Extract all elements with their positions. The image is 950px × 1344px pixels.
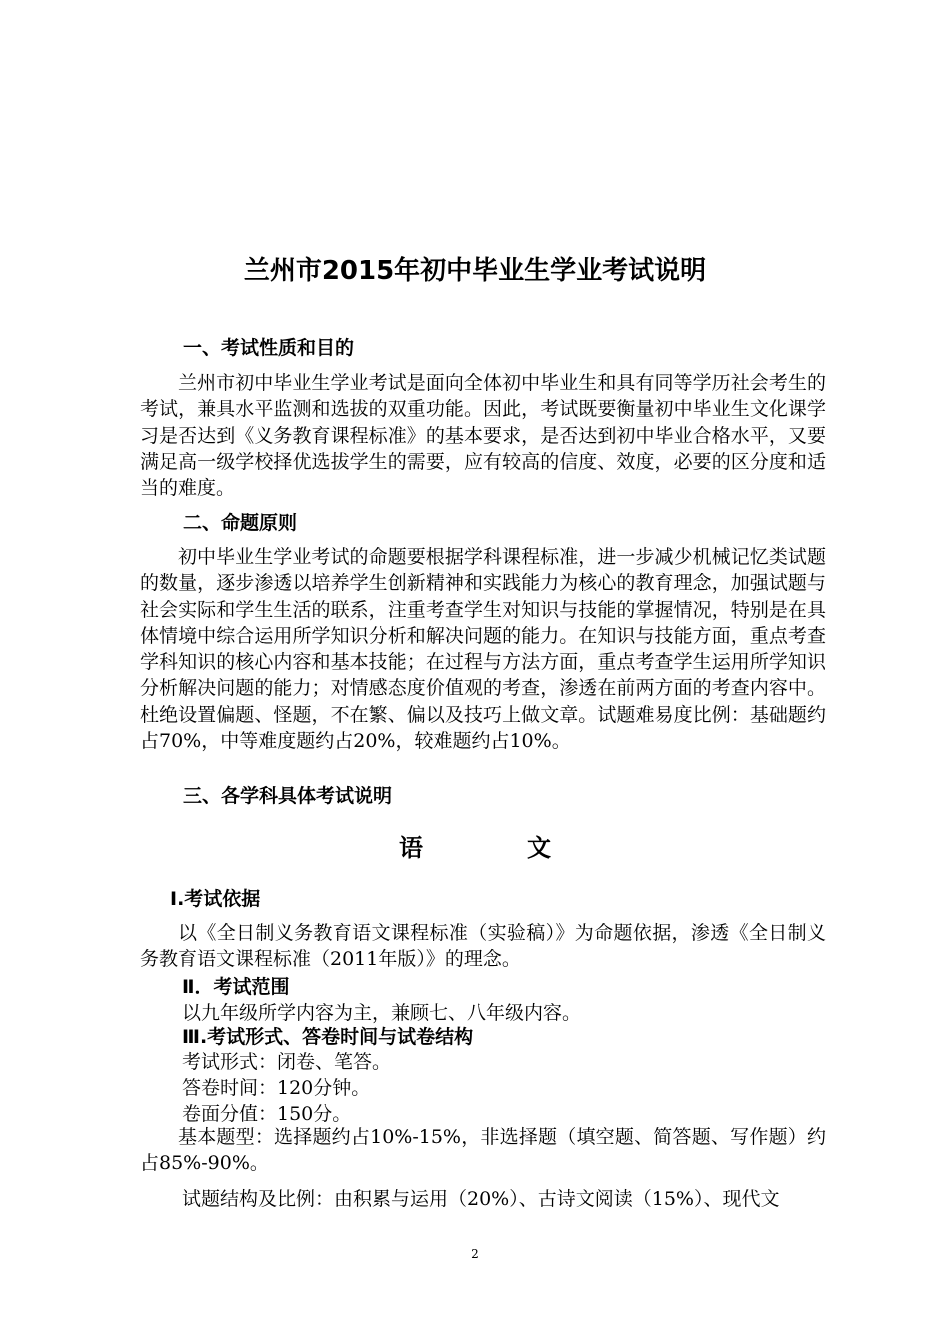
section-heading-1: 一、考试性质和目的 [183,337,355,359]
basis-heading: Ⅰ.考试依据 [170,888,261,910]
page-number: 2 [471,1247,479,1261]
page-title: 兰州市2015年初中毕业生学业考试说明 [243,256,707,286]
section-body-1: 兰州市初中毕业生学业考试是面向全体初中毕业生和具有同等学历社会考生的考试，兼具水平监测和选拔的双重功能。因此，考试既要衡量初中毕业生文化课学习是否达到《义务教育课程标准》的基本要求，是否达到初中毕业合格水平，又要满足高一级学校择优选拔学生的需要，应有较高的信度、效度，必要的区分度和适当的难度。 [140,372,826,500]
scope-body: 以九年级所学内容为主，兼顾七、八年级内容。 [182,1002,582,1024]
form-heading: Ⅲ.考试形式、答卷时间与试卷结构 [182,1026,474,1048]
question-types-body: 基本题型：选择题约占10%-15%，非选择题（填空题、简答题、写作题）约占85%-90%。 [140,1126,826,1175]
section-heading-3: 三、各学科具体考试说明 [183,785,393,807]
section-heading-2: 二、命题原则 [183,512,298,534]
exam-time-line: 答卷时间：120分钟。 [182,1077,371,1099]
structure-line: 试题结构及比例：由积累与运用（20%）、古诗文阅读（15%）、现代文 [182,1188,780,1210]
subject-title: 语 文 [399,834,591,862]
exam-form-line: 考试形式：闭卷、笔答。 [182,1051,392,1073]
exam-score-line: 卷面分值：150分。 [182,1103,352,1125]
basis-body: 以《全日制义务教育语文课程标准（实验稿）》为命题依据，渗透《全日制义务教育语文课程标准（2011年版）》的理念。 [140,922,826,971]
scope-heading: Ⅱ．考试范围 [182,976,290,998]
section-body-2: 初中毕业生学业考试的命题要根据学科课程标准，进一步减少机械记忆类试题的数量，逐步渗透以培养学生创新精神和实践能力为核心的教育理念，加强试题与社会实际和学生生活的联系，注重考查学生对知识与技能的掌握情况，特别是在具体情境中综合运用所学知识分析和解决问题的能力。在知识与技能方面，重点考查学科知识的核心内容和基本技能；在过程与方法方面，重点考查学生运用所学知识分析解决问题的能力；对情感态度价值观的考查，渗透在前两方面的考查内容中。杜绝设置偏题、怪题，不在繁、偏以及技巧上做文章。试题难易度比例：基础题约占70%，中等难度题约占20%，较难题约占10%。 [140,546,826,753]
